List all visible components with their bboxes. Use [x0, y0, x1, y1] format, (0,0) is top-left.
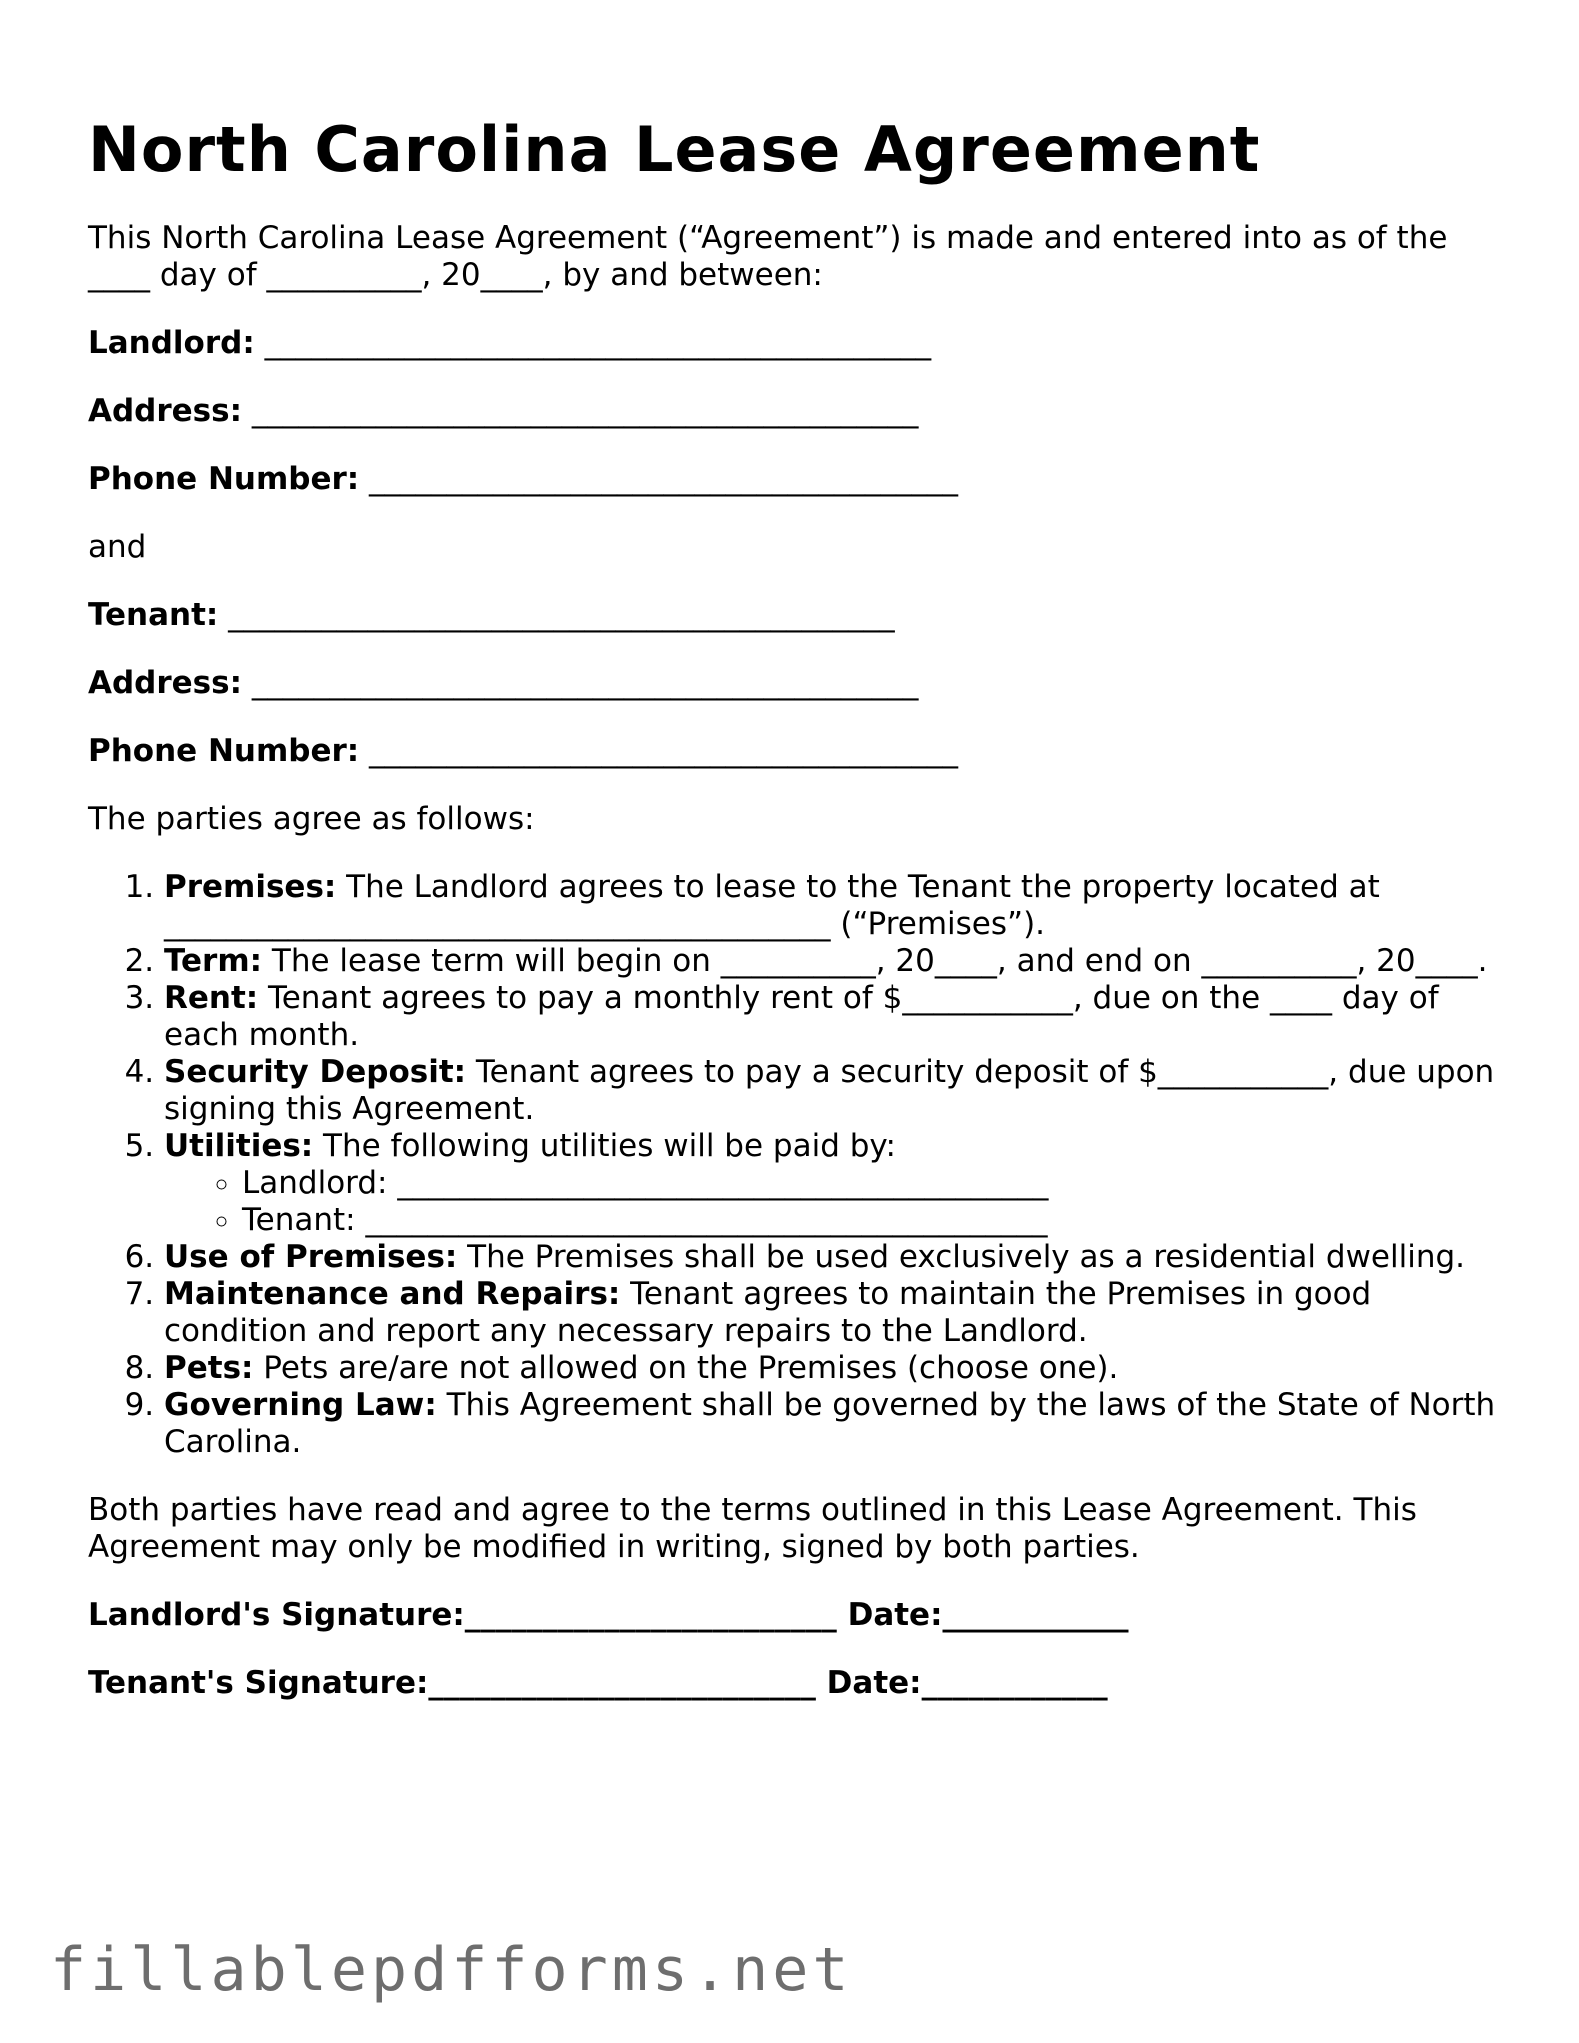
tenant-phone-blank[interactable]: ______________________________________	[359, 733, 959, 769]
term-text[interactable]: The Landlord agrees to lease to the Tenant the property located at ___________________________________________ (“Premises”).	[164, 869, 1380, 942]
term-title: Term:	[164, 943, 263, 979]
landlord-phone-label: Phone Number:	[88, 461, 360, 497]
term-text: The following utilities will be paid by:	[313, 1128, 896, 1164]
term-premises	[164, 869, 1508, 943]
tenant-address-label: Address:	[88, 665, 242, 701]
landlord-name-blank[interactable]: ___________________________________________	[254, 325, 932, 361]
watermark: fillablepdfforms.net	[50, 1935, 853, 2005]
term-title: Premises:	[164, 869, 337, 905]
intro-paragraph: This North Carolina Lease Agreement (“Agreement”) is made and entered into as of the ____ day of __________, 20____, by and between:	[88, 220, 1448, 293]
term-title: Security Deposit:	[164, 1054, 467, 1090]
landlord-name-label: Landlord:	[88, 325, 255, 361]
term-pets	[164, 1350, 1508, 1387]
parties-agree-text: The parties agree as follows:	[88, 801, 535, 837]
term-utilities	[164, 1128, 1508, 1239]
tenant-phone-field[interactable]	[88, 733, 1508, 770]
term-title: Use of Premises:	[164, 1239, 458, 1275]
term-title: Rent:	[164, 980, 259, 1016]
landlord-address-label: Address:	[88, 393, 242, 429]
tenant-address-blank[interactable]: ___________________________________________	[242, 665, 919, 701]
tenant-address-field[interactable]	[88, 665, 1508, 702]
document-page	[88, 110, 1508, 1702]
closing-paragraph: Both parties have read and agree to the terms outlined in this Lease Agreement. This Agreement may only be modified in writing, signed by both parties.	[88, 1492, 1417, 1565]
term-text: This Agreement shall be governed by the laws of the State of North Carolina.	[164, 1387, 1496, 1460]
term-text: Tenant agrees to maintain the Premises in good condition and report any necessary repairs to the Landlord.	[164, 1276, 1372, 1349]
utilities-sublist	[164, 1165, 1508, 1239]
term-text: The Premises shall be used exclusively as a residential dwelling.	[457, 1239, 1466, 1275]
term-title: Governing Law:	[164, 1387, 437, 1423]
term-title: Maintenance and Repairs:	[164, 1276, 621, 1312]
landlord-address-blank[interactable]: ___________________________________________	[242, 393, 919, 429]
term-title: Utilities:	[164, 1128, 314, 1164]
tenant-name-field[interactable]	[88, 597, 1508, 634]
term-use-of-premises	[164, 1239, 1508, 1276]
tenant-name-blank[interactable]: ___________________________________________	[218, 597, 895, 633]
term-rent	[164, 980, 1508, 1054]
term-text[interactable]: The lease term will begin on __________, 20____, and end on __________, 20____.	[262, 943, 1488, 979]
and-text: and	[88, 529, 147, 565]
landlord-name-field[interactable]	[88, 325, 1508, 362]
term-lease-term	[164, 943, 1508, 980]
landlord-phone-blank[interactable]: ______________________________________	[359, 461, 959, 497]
term-title: Pets:	[164, 1350, 254, 1386]
document-title: North Carolina Lease Agreement	[88, 113, 1261, 186]
landlord-signature-line[interactable]: Landlord's Signature:________________________ Date:____________	[88, 1597, 1129, 1633]
landlord-phone-field[interactable]	[88, 461, 1508, 498]
term-text: Pets are/are not allowed on the Premises (choose one).	[253, 1350, 1119, 1386]
term-text[interactable]: Tenant agrees to pay a monthly rent of $___________, due on the ____ day of each month.	[164, 980, 1439, 1053]
term-security-deposit	[164, 1054, 1508, 1128]
tenant-name-label: Tenant:	[88, 597, 219, 633]
tenant-signature-line[interactable]: Tenant's Signature:_________________________ Date:____________	[88, 1665, 1108, 1701]
term-governing-law	[164, 1387, 1508, 1461]
utilities-landlord-field[interactable]: ◦ Landlord: __________________________________________	[242, 1165, 1508, 1202]
landlord-address-field[interactable]	[88, 393, 1508, 430]
term-maintenance	[164, 1276, 1508, 1350]
utilities-tenant-field[interactable]: ◦ Tenant: ____________________________________________	[242, 1202, 1508, 1239]
term-text[interactable]: Tenant agrees to pay a security deposit of $___________, due upon signing this Agreement.	[164, 1054, 1495, 1127]
tenant-phone-label: Phone Number:	[88, 733, 360, 769]
terms-list	[88, 869, 1508, 1461]
